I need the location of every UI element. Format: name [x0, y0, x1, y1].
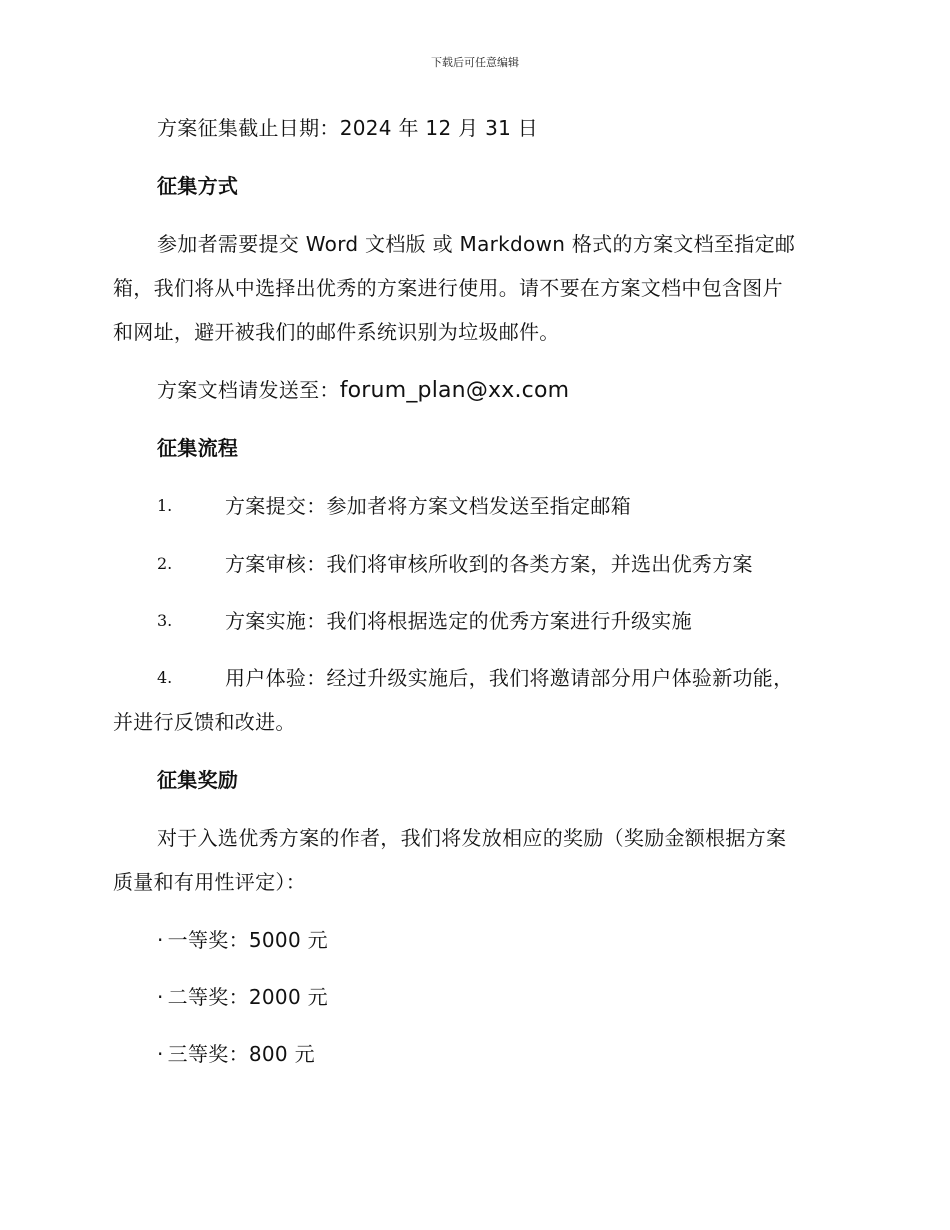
heading-reward: 征集奖励	[157, 768, 239, 792]
reward-paragraph-line-2: 质量和有用性评定）：	[113, 870, 306, 894]
method-paragraph-line-3: 和网址，避开被我们的邮件系统识别为垃圾邮件。	[113, 320, 560, 344]
email-address: forum_plan@xx.com	[339, 378, 570, 403]
prize-text-1: 一等奖：5000 元	[167, 928, 328, 952]
step-number-1: 1.	[157, 496, 173, 515]
prize-item-3	[157, 1040, 315, 1068]
step-number-4: 4.	[157, 668, 173, 687]
method-paragraph-line-1: 参加者需要提交 Word 文档版 或 Markdown 格式的方案文档至指定邮	[157, 232, 796, 256]
bullet-icon: ·	[157, 985, 164, 1009]
reward-paragraph-line-1: 对于入选优秀方案的作者，我们将发放相应的奖励（奖励金额根据方案	[157, 826, 787, 850]
step-number-2: 2.	[157, 554, 173, 573]
prize-text-3: 三等奖：800 元	[167, 1042, 315, 1066]
prize-text-2: 二等奖：2000 元	[167, 985, 328, 1009]
bullet-icon: ·	[157, 928, 164, 952]
prize-item-2	[157, 983, 328, 1011]
step-text-3: 方案实施：我们将根据选定的优秀方案进行升级实施	[225, 609, 692, 633]
step-text-4: 用户体验：经过升级实施后，我们将邀请部分用户体验新功能，	[225, 666, 794, 690]
step-number-3: 3.	[157, 611, 173, 630]
method-paragraph-line-2: 箱，我们将从中选择出优秀的方案进行使用。请不要在方案文档中包含图片	[113, 276, 783, 300]
bullet-icon: ·	[157, 1042, 164, 1066]
page-header-note: 下载后可任意编辑	[431, 56, 519, 69]
prize-item-1	[157, 926, 328, 954]
send-to-line	[157, 376, 569, 405]
step-text-2: 方案审核：我们将审核所收到的各类方案，并选出优秀方案	[225, 552, 753, 576]
heading-process: 征集流程	[157, 436, 239, 460]
heading-method: 征集方式	[157, 174, 239, 198]
send-to-label: 方案文档请发送至：	[157, 378, 340, 402]
deadline-text: 方案征集截止日期：2024 年 12 月 31 日	[157, 116, 539, 140]
step-text-4-continuation: 并进行反馈和改进。	[113, 710, 296, 734]
step-text-1: 方案提交：参加者将方案文档发送至指定邮箱	[225, 494, 631, 518]
